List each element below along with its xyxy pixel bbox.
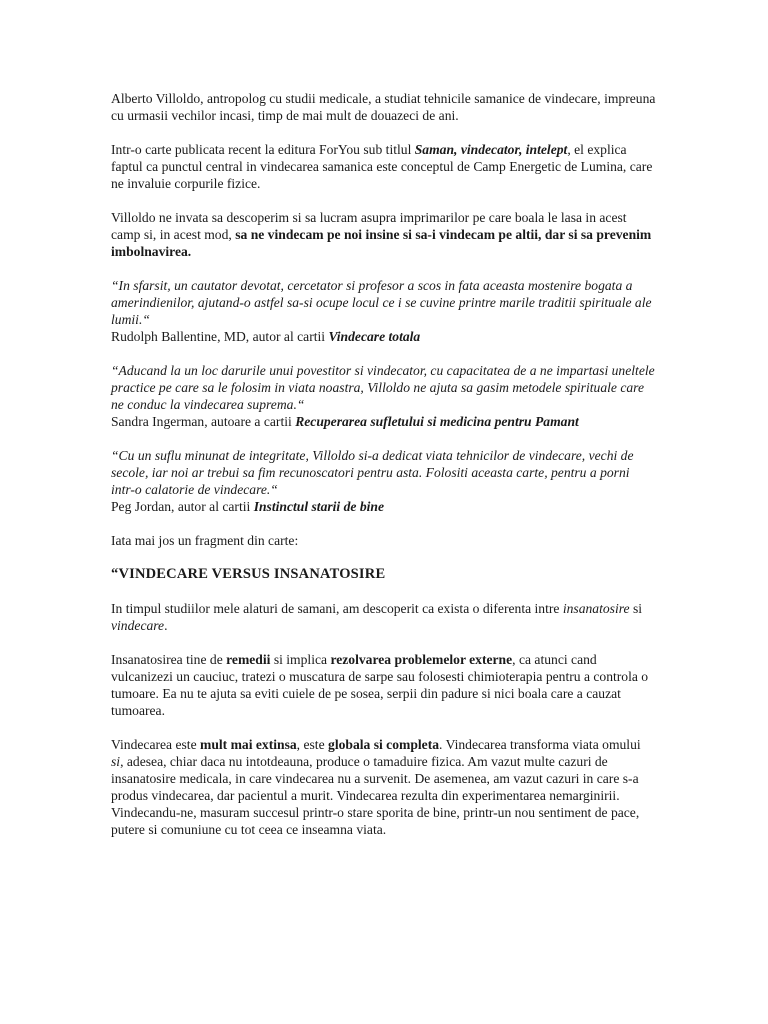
recovery-bold-2: rezolvarea problemelor externe [330,652,513,667]
healing-text-b: , este [296,737,329,752]
difference-text-c: . [164,618,168,633]
healing-bold-1: mult mai extinsa [200,737,297,752]
intro-paragraph [111,90,656,124]
quote-1 [111,277,656,328]
difference-paragraph [111,600,656,634]
healing-italic-1: si [111,754,121,769]
difference-italic-2: vindecare [111,618,165,633]
difference-italic-1: insanatosire [562,601,630,616]
document-page [111,90,656,838]
teaching-paragraph [111,209,656,260]
quote-1-attribution [111,328,656,345]
quote-3-book: Instinctul starii de bine [253,499,385,514]
quote-2-text: “Aducand la un loc darurile unui povestitor si vindecator, cu capacitatea de a ne impartasi uneltele practice pe care sa le folosim in viata noastra, Villoldo ne ajuta sa gasim metodele spirituale care ne conduc la vindecarea suprema.“ [111,363,655,412]
quote-1-text: “In sfarsit, un cautator devotat, cercetator si profesor a scos in fata aceasta mostenire bogata a amerindienilor, ajutand-o astfel sa-si ocupe locul ce i se cuvine printre marile traditii spirituale ale lumii.“ [111,278,652,327]
healing-text-c: . Vindecarea transforma viata omului [439,737,641,752]
recovery-text-b: si implica [270,652,331,667]
teaching-bold: sa ne vindecam pe noi insine si sa-i vindecam pe altii, dar si sa prevenim imbolnavirea. [111,227,652,259]
quote-2-book: Recuperarea sufletului si medicina pentru Pamant [295,414,579,429]
book-paragraph-text-b: , el explica faptul ca punctul central in vindecarea samanica este conceptul de Camp Energetic de Lumina, care ne invaluie corpurile fizice. [111,142,653,191]
recovery-paragraph [111,651,656,719]
fragment-intro-text: Iata mai jos un fragment din carte: [111,533,299,548]
quote-3-text: “Cu un suflu minunat de integritate, Villoldo si-a dedicat viata tehnicilor de vindecare, vechi de secole, iar noi ar trebui sa fim recunoscatori pentru asta. Folositi aceasta carte, pentru a porni intr-o calatorie de vindecare.“ [111,448,634,497]
book-paragraph [111,141,656,192]
intro-text: Alberto Villoldo, antropolog cu studii medicale, a studiat tehnicile samanice de vindecare, impreuna cu urmasii vechilor incasi, timp de mai mult de douazeci de ani. [111,91,656,123]
quote-3 [111,447,656,498]
section-heading: “VINDECARE VERSUS INSANATOSIRE [111,566,386,582]
quote-1-book: Vindecare totala [328,329,421,344]
teaching-text: Villoldo ne invata sa descoperim si sa lucram asupra imprimarilor pe care boala le lasa in acest camp si, in acest mod, [111,210,627,242]
book-paragraph-text-a: Intr-o carte publicata recent la editura ForYou sub titlul [111,142,415,157]
quote-2-author: Sandra Ingerman, autoare a cartii [111,414,296,429]
quote-1-author: Rudolph Ballentine, MD, autor al cartii [111,329,329,344]
quote-2 [111,362,656,413]
recovery-text-c: , ca atunci cand vulcanizezi un cauciuc, tratezi o muscatura de sarpe sau folosesti chimioterapia pentru a controla o tumoare. Ea nu te ajuta sa eviti cuiele de pe sosea, serpii din padure si nici boala care a cauzat tumoarea. [111,652,649,718]
difference-text-b: si [629,601,643,616]
healing-bold-2: globala si completa [328,737,440,752]
recovery-text-a: Insanatosirea tine de [111,652,227,667]
quote-3-attribution [111,498,656,515]
healing-text-a: Vindecarea este [111,737,200,752]
book-title: Saman, vindecator, intelept [414,142,568,157]
recovery-bold-1: remedii [226,652,271,667]
fragment-intro [111,532,656,549]
quote-2-attribution [111,413,656,430]
healing-paragraph [111,736,656,838]
difference-text-a: In timpul studiilor mele alaturi de samani, am descoperit ca exista o diferenta intre [111,601,563,616]
quote-3-author: Peg Jordan, autor al cartii [111,499,254,514]
healing-text-d: , adesea, chiar daca nu intotdeauna, produce o tamaduire fizica. Am vazut multe cazuri de insanatosire medicala, in care vindecarea nu a survenit. De asemenea, am vazut cazuri in care s-a produs vindecarea, dar pacientul a murit. Vindecarea rezulta din experimentarea nemarginirii. Vindecandu-ne, masuram succesul printr-o stare sporita de bine, printr-un nou sentiment de pace, putere si comuniune cu tot ceea ce inseamna viata. [111,754,640,837]
